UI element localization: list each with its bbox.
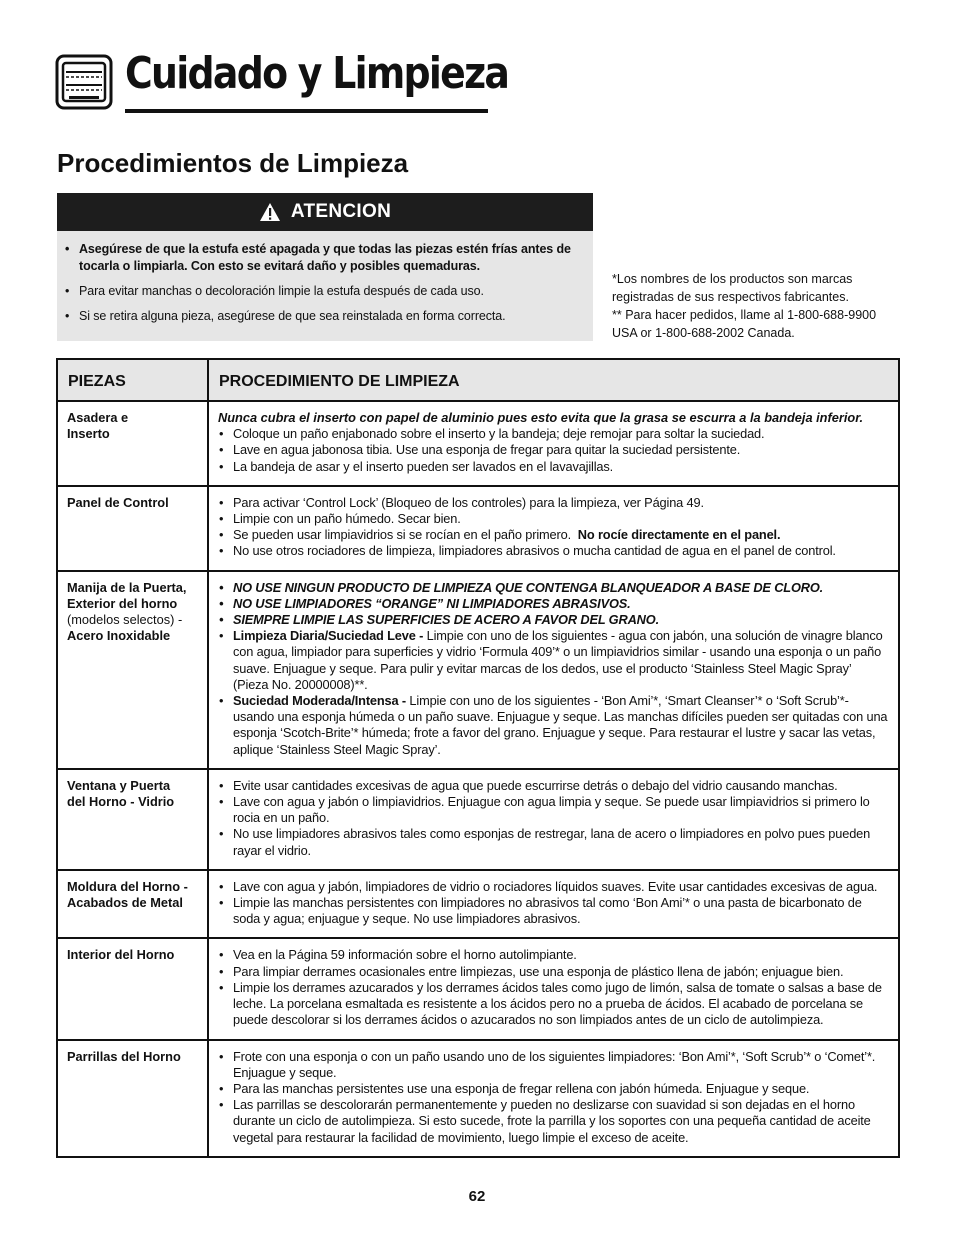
- part-name: Acabados de Metal: [67, 895, 183, 911]
- procedure-item: [218, 527, 888, 543]
- procedure-item: • No use otros rociadores de limpieza, limpiadores abrasivos o mucha cantidad de agua en el panel de control.: [218, 543, 888, 559]
- column-header-parts: PIEZAS: [57, 359, 208, 401]
- table-row: [57, 870, 899, 939]
- procedure-cell: [208, 401, 899, 486]
- procedure-warning: • NO USE NINGUN PRODUCTO DE LIMPIEZA QUE CONTENGA BLANQUEADOR A BASE DE CLORO.: [218, 580, 888, 596]
- part-name: Exterior del horno: [67, 595, 178, 611]
- part-name: Moldura del Horno -: [67, 878, 188, 894]
- procedure-cell: [208, 870, 899, 939]
- table-row: [57, 571, 899, 769]
- caution-box: [57, 193, 593, 341]
- procedure-cell: [208, 571, 899, 769]
- procedure-text: Limpie con uno de los siguientes - agua con jabón, una solución de vinagre blanco con agua, limpiador para superficies y vidrio ‘Formula 409’* o un limpiavidrios similar - usando una esponja o un paño suave. Enjuague y seque. Para pulir y evitar marcas de los dedos, use el producto ‘Stainless Steel Magic Spray’ (Pieza No. 20000008)**.: [233, 628, 883, 692]
- procedure-text: Limpie con uno de los siguientes - ‘Bon Ami’*, ‘Smart Cleanser’* o ‘Soft Scrub’*- usando una esponja húmeda o un paño suave. Enjuague y seque. Las manchas difíciles pueden ser quitadas con una esponja ‘Scotch-Brite’* húmeda; frote a favor del grano. Enjuague y seque. Para restaurar el lustre y sacar las vetas, aplique ‘Stainless Steel Magic Spray’.: [233, 693, 888, 757]
- procedure-label: Suciedad Moderada/Intensa -: [233, 693, 407, 709]
- caution-item: • Para evitar manchas o decoloración limpie la estufa después de cada uso.: [65, 283, 585, 300]
- part-name: del Horno - Vidrio: [67, 794, 175, 810]
- part-cell: [57, 401, 208, 486]
- title-underline: [125, 109, 488, 113]
- procedure-warning: • NO USE LIMPIADORES “ORANGE” NI LIMPIADORES ABRASIVOS.: [218, 596, 888, 612]
- procedure-note: Nunca cubra el inserto con papel de aluminio pues esto evita que la grasa se escurra a la bandeja inferior.: [218, 410, 864, 425]
- table-row: [57, 938, 899, 1039]
- procedure-cell: [208, 486, 899, 571]
- procedure-item: • Limpie las manchas persistentes con limpiadores no abrasivos tal como ‘Bon Ami’* o una pasta de bicarbonato de soda y agua; enjuague y seque. No use limpiadores abrasivos.: [218, 895, 888, 927]
- procedure-item: • Las parrillas se descolorarán permanentemente y pueden no deslizarse con suavidad si son dejadas en el horno durante un ciclo de autolimpieza. Si esto sucede, frote la parrilla y los soportes con una pequeña cantidad de aceite vegetal para restaurar la facilidad de movimiento, luego limpie el exceso de aceite.: [218, 1097, 888, 1146]
- oven-icon: [55, 54, 113, 110]
- part-name: Panel de Control: [67, 494, 169, 510]
- part-cell: [57, 571, 208, 769]
- part-cell: [57, 938, 208, 1039]
- part-cell: [57, 1040, 208, 1157]
- procedure-item: • Para activar ‘Control Lock’ (Bloqueo de los controles) para la limpieza, ver Página 49.: [218, 495, 888, 511]
- warning-triangle-icon: [259, 202, 281, 222]
- procedure-item: [218, 628, 888, 693]
- part-name: Parrillas del Horno: [67, 1048, 181, 1064]
- procedure-emphasis: No rocíe directamente en el panel.: [577, 527, 781, 543]
- procedure-item: • La bandeja de asar y el inserto pueden ser lavados en el lavavajillas.: [218, 459, 888, 475]
- cleaning-table: [56, 358, 900, 1158]
- caution-item: • Asegúrese de que la estufa esté apagada y que todas las piezas estén frías antes de tocarla o limpiarla. Con esto se evitará daño y posibles quemaduras.: [65, 241, 585, 275]
- part-name: Inserto: [67, 426, 110, 442]
- part-name: Acero Inoxidable: [67, 628, 171, 644]
- table-row: [57, 769, 899, 870]
- part-name: Ventana y Puerta: [67, 777, 171, 793]
- procedure-item: • Para las manchas persistentes use una esponja de fregar rellena con jabón húmeda. Enjuague y seque.: [218, 1081, 888, 1097]
- procedure-cell: [208, 938, 899, 1039]
- procedure-item: • Lave en agua jabonosa tibia. Use una esponja de fregar para quitar la suciedad persistente.: [218, 442, 888, 458]
- section-title: Procedimientos de Limpieza: [57, 148, 409, 178]
- procedure-warning: • SIEMPRE LIMPIE LAS SUPERFICIES DE ACERO A FAVOR DEL GRANO.: [218, 612, 888, 628]
- page-number: 62: [468, 1188, 486, 1205]
- caution-item: • Si se retira alguna pieza, asegúrese de que sea reinstalada en forma correcta.: [65, 308, 585, 325]
- part-cell: [57, 870, 208, 939]
- table-header-row: [57, 359, 899, 401]
- procedure-item: • Limpie con un paño húmedo. Secar bien.: [218, 511, 888, 527]
- procedure-label: Limpieza Diaria/Suciedad Leve -: [233, 628, 424, 644]
- procedure-item: • Limpie los derrames azucarados y los derrames ácidos tales como jugo de limón, salsa de tomate o salsas a base de leche. La porcelana esmaltada es resistente a los ácidos pero no a prueba de ácidos. El acabado de porcelana se puede descolorar si los derrames ácidos o azucarados no son limpiados antes de un ciclo de autolimpieza.: [218, 980, 888, 1029]
- part-name: Manija de la Puerta,: [67, 579, 187, 595]
- part-name: Interior del Horno: [67, 947, 175, 963]
- caution-list: [57, 231, 593, 325]
- procedure-text: Se pueden usar limpiavidrios si se rocían en el paño primero.: [233, 527, 571, 543]
- page-title: Cuidado y Limpieza: [125, 48, 509, 99]
- part-cell: [57, 769, 208, 870]
- caution-header: [57, 193, 593, 231]
- footnote-ordering: ** Para hacer pedidos, llame al 1-800-688-9900 USA or 1-800-688-2002 Canada.: [612, 308, 877, 340]
- table-row: [57, 486, 899, 571]
- table-row: [57, 1040, 899, 1157]
- procedure-item: • Evite usar cantidades excesivas de agua que puede escurrirse detrás o debajo del vidrio causando manchas.: [218, 778, 888, 794]
- trademark-footnote: [612, 270, 902, 342]
- procedure-item: • Para limpiar derrames ocasionales entre limpiezas, use una esponja de plástico llena de jabón; enjuague bien.: [218, 964, 888, 980]
- footnote-trademarks: *Los nombres de los productos son marcas registradas de sus respectivos fabricantes.: [612, 272, 853, 304]
- procedure-item: • Lave con agua y jabón o limpiavidrios. Enjuague con agua limpia y seque. Se puede usar limpiavidrios si primero lo rocia en un paño.: [218, 794, 888, 826]
- part-name: Asadera e: [67, 410, 129, 425]
- procedure-item: • Lave con agua y jabón, limpiadores de vidrio o rociadores líquidos suaves. Evite usar cantidades excesivas de agua.: [218, 879, 888, 895]
- procedure-item: • Coloque un paño enjabonado sobre el inserto y la bandeja; deje remojar para soltar la suciedad.: [218, 426, 888, 442]
- procedure-item: • Vea en la Página 59 información sobre el horno autolimpiante.: [218, 947, 888, 963]
- caution-label: ATENCION: [290, 201, 392, 222]
- procedure-cell: [208, 769, 899, 870]
- part-qualifier: (modelos selectos) -: [67, 612, 183, 628]
- procedure-item: • No use limpiadores abrasivos tales como esponjas de restregar, lana de acero o limpiadores en polvo pues pueden rayar el vidrio.: [218, 826, 888, 858]
- column-header-procedure: PROCEDIMIENTO DE LIMPIEZA: [208, 359, 899, 401]
- part-cell: [57, 486, 208, 571]
- procedure-item: [218, 693, 888, 758]
- procedure-item: • Frote con una esponja o con un paño usando uno de los siguientes limpiadores: ‘Bon Ami’*, ‘Soft Scrub’* o ‘Comet’*. Enjuague y seque.: [218, 1049, 888, 1081]
- table-row: [57, 401, 899, 486]
- page-header: [55, 48, 509, 112]
- procedure-cell: [208, 1040, 899, 1157]
